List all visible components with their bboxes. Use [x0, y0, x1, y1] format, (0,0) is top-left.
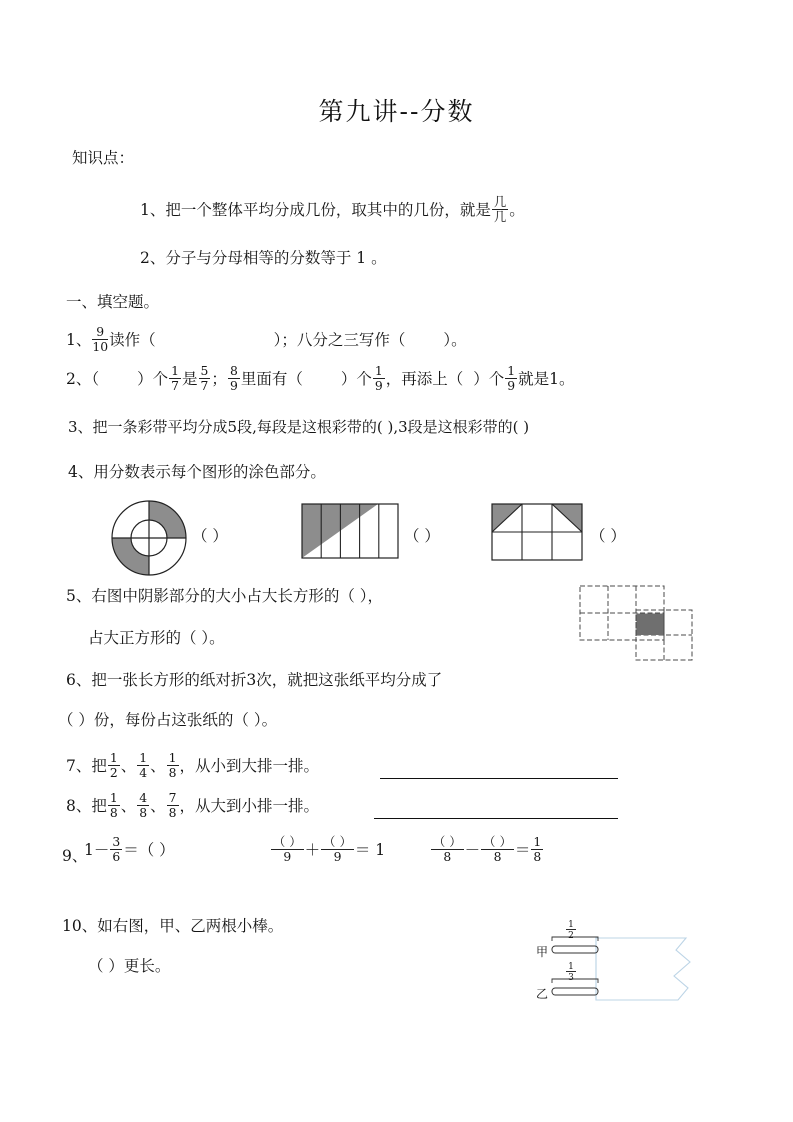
fraction-numerator: 1 — [507, 364, 516, 378]
question-8 — [66, 792, 319, 820]
fraction-numerator: 9 — [92, 326, 108, 340]
question-8-tail: ，从大到小排一排。 — [179, 797, 320, 816]
question-2-text-i: 就是1。 — [518, 370, 575, 389]
fraction-1-3-stick — [566, 962, 576, 983]
question-7 — [66, 752, 319, 780]
fraction-blank-9-a[interactable] — [271, 836, 304, 864]
fraction-numerator: 5 — [200, 364, 209, 378]
separator: 、 — [120, 797, 137, 816]
question-4-answer-2[interactable]: （ ） — [404, 527, 440, 545]
knowledge-heading: 知识点： — [72, 149, 135, 167]
fraction-numerator: 1 — [168, 751, 177, 765]
svg-text:3: 3 — [568, 973, 574, 983]
fraction-3-6 — [110, 836, 122, 864]
fraction-denominator: 几 — [493, 210, 507, 225]
question-2-text-h: ）个 — [473, 370, 505, 389]
question-2 — [66, 365, 575, 393]
fraction-denominator: 7 — [200, 379, 209, 394]
fraction-denominator: 9 — [229, 379, 238, 394]
fraction-denominator: 9 — [283, 850, 292, 865]
question-9-number: 9、 — [62, 847, 88, 865]
fraction-denominator: 9 — [507, 379, 516, 394]
fraction-numerator: （ ） — [323, 835, 352, 849]
figure-two-sticks — [534, 920, 714, 1010]
question-2-text-d: ； — [211, 370, 227, 389]
knowledge-point-2: 2、分子与分母相等的分数等于 1 。 — [140, 249, 387, 267]
fraction-denominator: 2 — [109, 766, 118, 781]
answer-line-8[interactable] — [374, 818, 618, 819]
svg-text:1: 1 — [568, 920, 574, 930]
question-10-line-b[interactable]: （ ）更长。 — [88, 957, 171, 975]
expr-3-operator: － — [464, 841, 481, 860]
fraction-numerator: 1 — [533, 835, 542, 849]
question-8-number: 8、把 — [66, 797, 107, 816]
question-6-line-a: 6、把一张长方形的纸对折3次，就把这张纸平均分成了 — [66, 671, 443, 689]
fraction-ji-ji — [492, 196, 508, 224]
fraction-1-4 — [137, 752, 149, 780]
expr-2-tail: ＝ 1 — [354, 841, 386, 860]
fraction-blank-8-a[interactable] — [431, 836, 464, 864]
question-2-text-e: 里面有（ — [240, 370, 303, 389]
question-1 — [66, 326, 467, 354]
fraction-8-9 — [228, 365, 240, 393]
question-1-text-b: ）；八分之三写作（ — [273, 330, 406, 349]
fraction-1-2 — [108, 752, 120, 780]
svg-text:2: 2 — [568, 931, 574, 941]
answer-line-7[interactable] — [380, 778, 618, 779]
section-heading-fill-blank: 一、填空题。 — [66, 293, 160, 311]
question-9-expression-3 — [430, 836, 544, 864]
fraction-5-7 — [199, 365, 211, 393]
separator: 、 — [120, 757, 137, 776]
separator: 、 — [150, 757, 166, 776]
question-10-line-a: 10、如右图，甲、乙两根小棒。 — [62, 917, 284, 935]
fraction-1-2-stick — [566, 920, 576, 941]
question-7-number: 7、把 — [66, 757, 107, 776]
fraction-denominator: 8 — [109, 806, 118, 821]
question-1-text-c: ）。 — [443, 330, 467, 349]
fraction-7-8 — [167, 792, 179, 820]
fraction-1-9-a — [373, 365, 385, 393]
fraction-numerator: 1 — [374, 364, 383, 378]
fraction-denominator: 8 — [168, 766, 177, 781]
fraction-denominator: 10 — [92, 340, 109, 355]
fraction-1-8 — [167, 752, 179, 780]
fraction-1-8 — [108, 792, 120, 820]
question-4-answer-1[interactable]: （ ） — [192, 527, 228, 545]
question-1-text-a: 读作（ — [109, 330, 156, 349]
knowledge-point-1-prefix: 1、把一个整体平均分成几份，取其中的几份，就是 — [140, 200, 491, 219]
fraction-numerator: （ ） — [483, 835, 512, 849]
stick-label-a: 甲 — [536, 945, 549, 959]
fraction-denominator: 9 — [374, 379, 383, 394]
question-2-text-b: ）个 — [137, 370, 169, 389]
fraction-1-9-b — [505, 365, 517, 393]
question-9-expression-2 — [270, 836, 385, 864]
knowledge-point-1-suffix: 。 — [509, 200, 525, 219]
fraction-denominator: 8 — [168, 806, 177, 821]
question-9-expression-1 — [84, 836, 175, 864]
fraction-numerator: 1 — [109, 751, 118, 765]
fraction-1-8-result — [531, 836, 543, 864]
question-7-tail: ，从小到大排一排。 — [179, 757, 320, 776]
fraction-9-10 — [92, 326, 108, 354]
fraction-numerator: 1 — [109, 791, 118, 805]
question-4-answer-3[interactable]: （ ） — [590, 527, 626, 545]
knowledge-point-1 — [140, 196, 525, 224]
expr-2-operator: ＋ — [304, 841, 321, 860]
figure-overlapping-grids — [578, 582, 700, 662]
question-2-text-a: （ — [91, 370, 100, 389]
question-3: 3、把一条彩带平均分成5段,每段是这根彩带的( ),3段是这根彩带的( ) — [68, 418, 530, 436]
question-2-text-g: ，再添上（ — [385, 370, 464, 389]
question-2-number: 2、 — [66, 370, 92, 389]
expr-1-tail[interactable]: ＝（ ） — [123, 841, 175, 860]
question-2-text-f: ）个 — [340, 370, 372, 389]
fraction-denominator: 7 — [171, 379, 180, 394]
figure-shaded-donut — [110, 500, 188, 576]
page-title: 第九讲--分数 — [318, 97, 475, 126]
fraction-numerator: （ ） — [273, 835, 302, 849]
fraction-numerator: 1 — [139, 751, 148, 765]
fraction-numerator: 7 — [168, 791, 177, 805]
svg-text:1: 1 — [568, 962, 574, 972]
fraction-denominator: 9 — [333, 850, 342, 865]
fraction-blank-9-b[interactable] — [321, 836, 354, 864]
fraction-numerator: （ ） — [433, 835, 462, 849]
question-4-prompt: 4、用分数表示每个图形的涂色部分。 — [68, 463, 326, 481]
fraction-denominator: 8 — [139, 806, 148, 821]
fraction-denominator: 6 — [112, 850, 121, 865]
fraction-denominator: 8 — [533, 850, 542, 865]
fraction-blank-8-b[interactable] — [481, 836, 514, 864]
fraction-numerator: 几 — [493, 195, 507, 209]
fraction-1-7 — [169, 365, 181, 393]
fraction-denominator: 4 — [139, 766, 148, 781]
expr-1-lead: 1－ — [84, 841, 110, 860]
question-1-number: 1、 — [66, 330, 92, 349]
expr-3-equals: ＝ — [514, 841, 531, 860]
stick-label-b: 乙 — [536, 987, 549, 1001]
figure-shaded-grid-3x2 — [492, 504, 582, 560]
fraction-numerator: 3 — [112, 835, 121, 849]
question-5-line-a: 5、右图中阴影部分的大小占大长方形的（ ）， — [66, 587, 384, 605]
question-2-text-c: 是 — [182, 370, 198, 389]
figure-shaded-rect-5 — [302, 504, 398, 558]
question-5-line-b: 占大正方形的（ ）。 — [88, 629, 225, 647]
question-6-line-b: （ ）份，每份占这张纸的（ ）。 — [58, 711, 278, 729]
fraction-numerator: 1 — [171, 364, 180, 378]
fraction-denominator: 8 — [443, 850, 452, 865]
fraction-numerator: 4 — [139, 791, 148, 805]
fraction-4-8 — [137, 792, 149, 820]
fraction-numerator: 8 — [229, 364, 238, 378]
separator: 、 — [150, 797, 166, 816]
fraction-denominator: 8 — [493, 850, 502, 865]
